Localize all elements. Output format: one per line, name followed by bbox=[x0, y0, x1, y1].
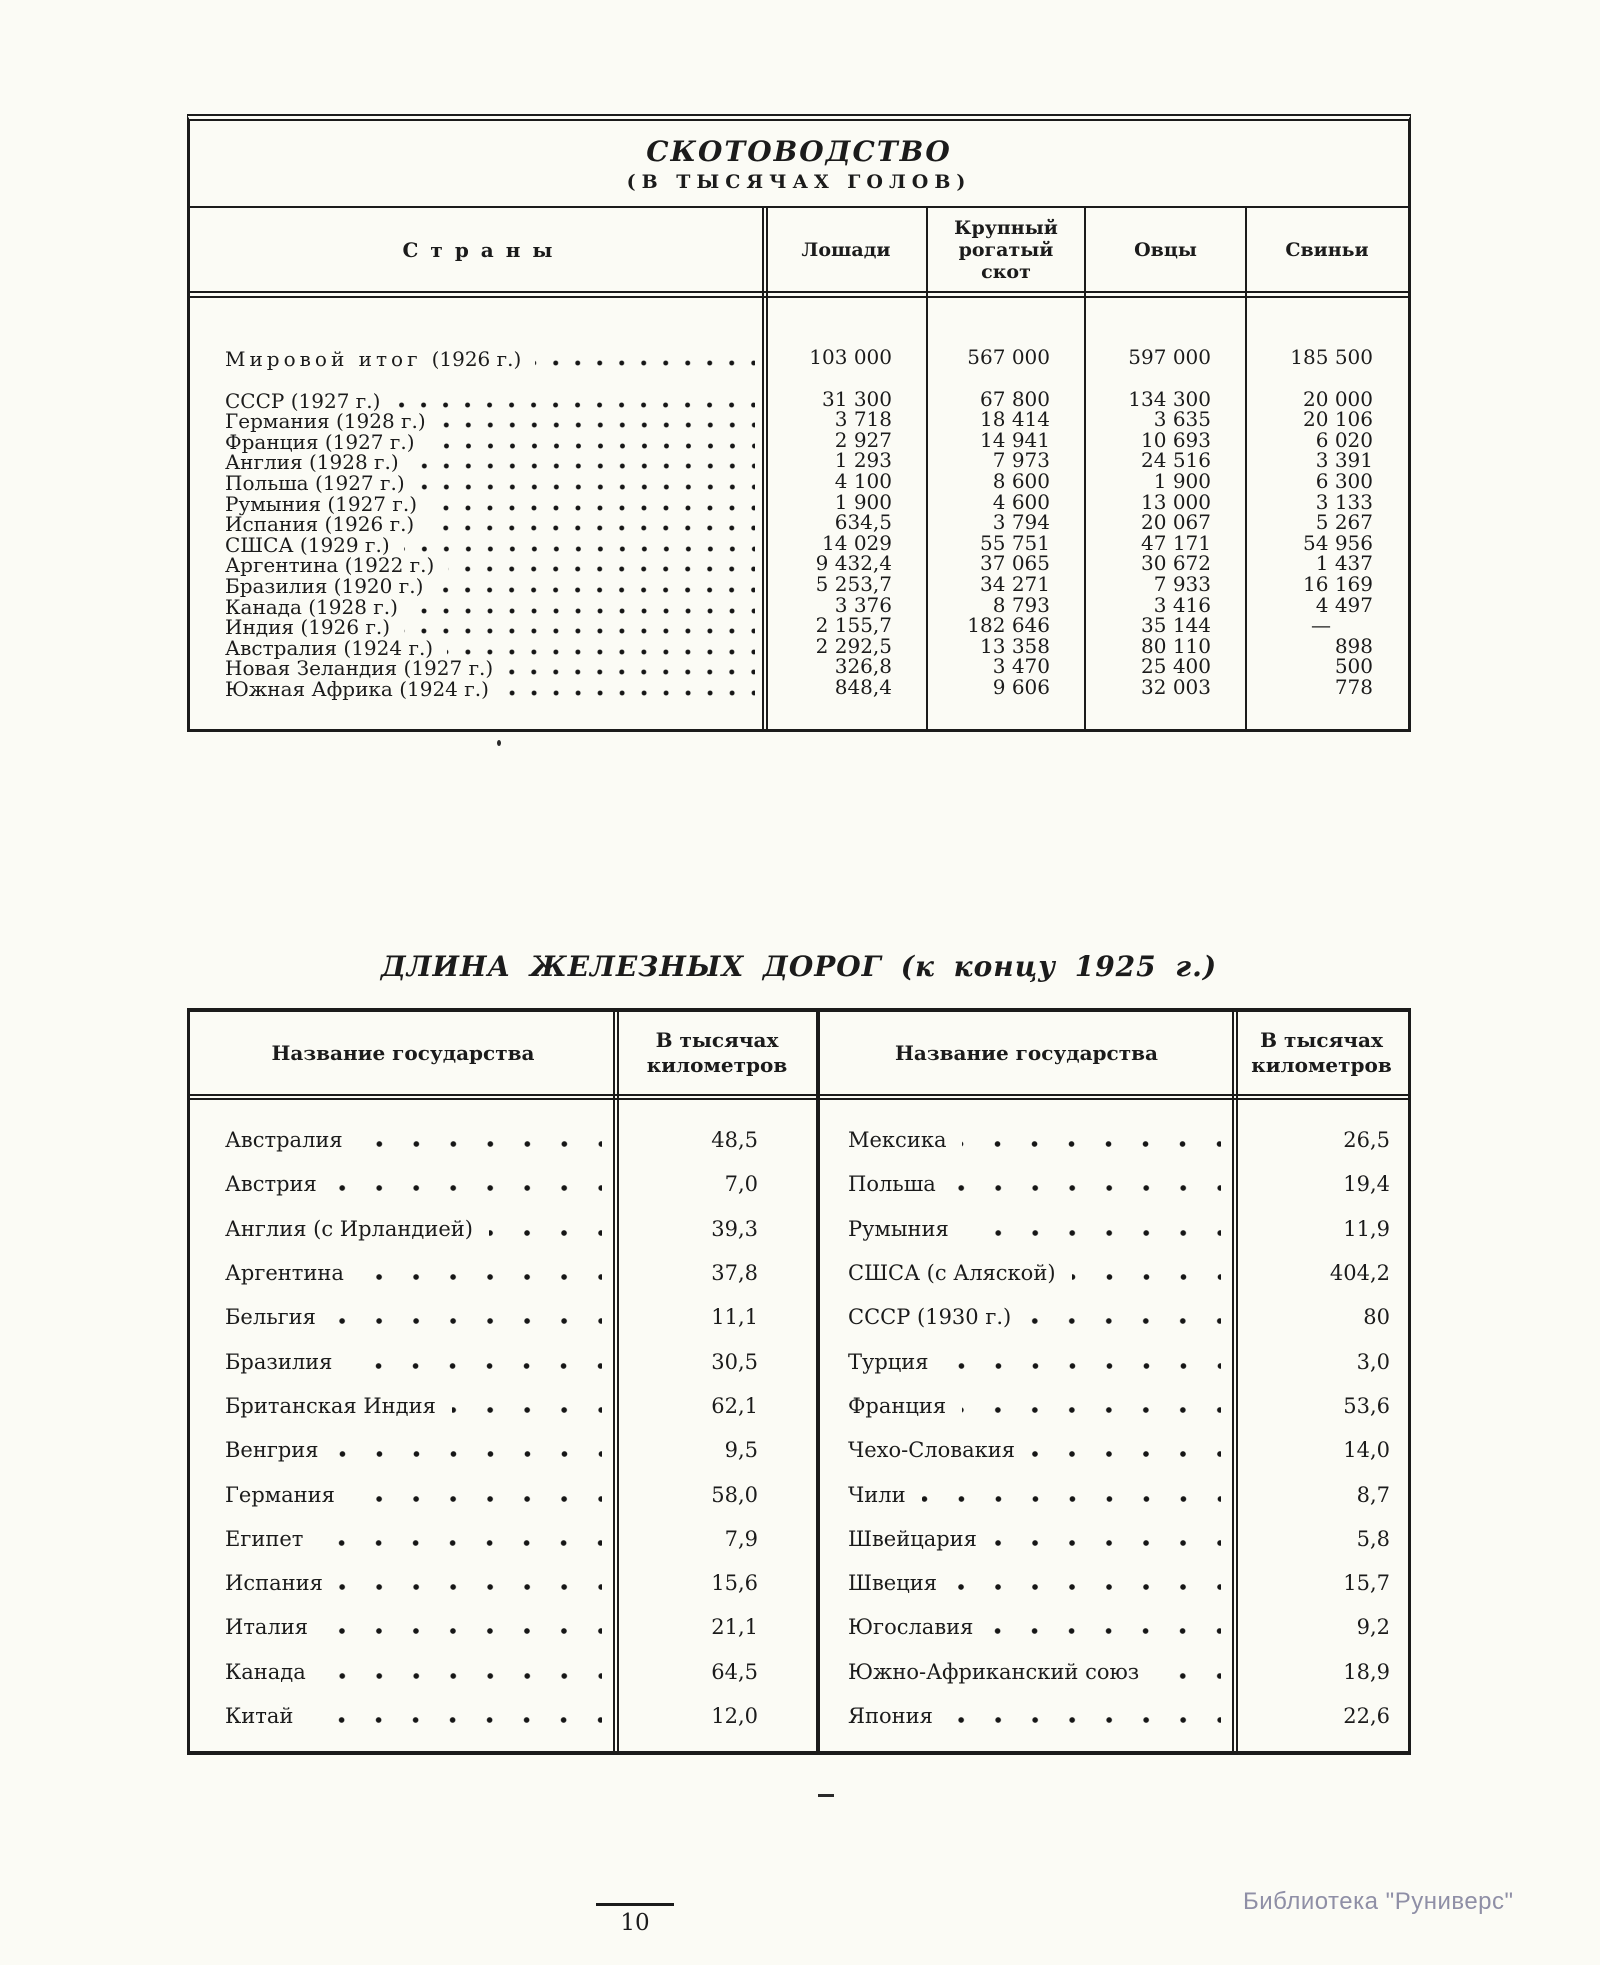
value-cell: 12,0 bbox=[711, 1704, 758, 1728]
page-number: 10 bbox=[620, 1910, 650, 1936]
column-header-countries: Страны bbox=[402, 237, 565, 262]
country-label: Австралия bbox=[225, 1128, 343, 1153]
value-cell: 3 635 bbox=[1153, 407, 1211, 432]
dot-leader bbox=[945, 1363, 1221, 1369]
table-row bbox=[190, 1561, 1408, 1605]
value-cell: 35 144 bbox=[1141, 613, 1211, 638]
livestock-table-header bbox=[190, 208, 1408, 298]
table-row bbox=[190, 1162, 1408, 1206]
value-cell: 3 133 bbox=[1315, 489, 1373, 514]
country-label: Швеция bbox=[848, 1571, 937, 1596]
value-cell: 3 718 bbox=[834, 407, 892, 432]
country-label: Аргентина bbox=[225, 1261, 344, 1286]
value-cell: 4 600 bbox=[992, 489, 1050, 514]
livestock-table-body bbox=[190, 347, 1408, 778]
table-row bbox=[190, 1118, 1408, 1162]
scan-artifact bbox=[818, 1794, 834, 1797]
value-cell: 13 358 bbox=[980, 633, 1050, 658]
value-cell: 7 933 bbox=[1153, 571, 1211, 596]
dot-leader bbox=[993, 1540, 1221, 1546]
value-cell: 185 500 bbox=[1290, 345, 1373, 369]
country-label: Франция (1927 г.) bbox=[225, 429, 415, 454]
table-row bbox=[190, 551, 1408, 578]
country-label: Чехо-Словакия bbox=[848, 1438, 1016, 1463]
table-row bbox=[190, 674, 1408, 701]
country-label: Австрия bbox=[225, 1172, 317, 1197]
dot-leader bbox=[1031, 1451, 1221, 1457]
value-cell: 1 900 bbox=[834, 489, 892, 514]
country-cell bbox=[190, 1571, 616, 1595]
value-cell: 31 300 bbox=[822, 386, 892, 411]
country-cell bbox=[190, 677, 765, 701]
value-cell: 4 497 bbox=[1315, 592, 1373, 617]
value-cell: 8 793 bbox=[992, 592, 1050, 617]
table-row bbox=[190, 1384, 1408, 1428]
table-row bbox=[190, 1295, 1408, 1339]
value-cell: 7,0 bbox=[724, 1172, 758, 1197]
country-label: Франция bbox=[848, 1393, 947, 1418]
value-cell: 8 600 bbox=[992, 468, 1050, 493]
table-row bbox=[190, 427, 1408, 454]
table-row bbox=[190, 530, 1408, 557]
table-row bbox=[190, 407, 1408, 434]
value-cell: 24 516 bbox=[1141, 448, 1211, 473]
table-row bbox=[190, 1428, 1408, 1472]
scan-artifact bbox=[497, 740, 501, 746]
dot-leader bbox=[965, 1230, 1221, 1236]
value-cell: 4 100 bbox=[834, 468, 892, 493]
country-cell bbox=[818, 1305, 1235, 1329]
value-cell: 3 794 bbox=[992, 510, 1050, 535]
dot-leader bbox=[322, 1673, 602, 1679]
value-cell: 15,6 bbox=[711, 1571, 758, 1596]
table-row bbox=[190, 1339, 1408, 1383]
country-cell bbox=[818, 1527, 1235, 1551]
value-cell: 58,0 bbox=[711, 1482, 758, 1507]
country-label: Румыния bbox=[848, 1216, 949, 1241]
dot-leader bbox=[348, 1363, 602, 1369]
value-cell: 848,4 bbox=[834, 674, 892, 699]
value-cell: 30 672 bbox=[1141, 551, 1211, 576]
value-cell: 326,8 bbox=[834, 654, 892, 679]
dot-leader bbox=[962, 1407, 1221, 1413]
country-cell bbox=[818, 1128, 1235, 1152]
value-cell: 15,7 bbox=[1343, 1571, 1390, 1596]
value-cell: 20 000 bbox=[1303, 386, 1373, 411]
value-cell: 5 267 bbox=[1315, 510, 1373, 535]
dot-leader bbox=[319, 1540, 602, 1546]
country-label: Индия (1926 г.) bbox=[225, 615, 391, 640]
dot-leader bbox=[324, 1628, 602, 1634]
country-cell bbox=[818, 1350, 1235, 1374]
value-cell: 64,5 bbox=[711, 1659, 758, 1684]
value-cell: 20 106 bbox=[1303, 407, 1373, 432]
value-cell: 13 000 bbox=[1141, 489, 1211, 514]
dot-leader bbox=[989, 1628, 1221, 1634]
value-cell: 18 414 bbox=[980, 407, 1050, 432]
dot-leader bbox=[413, 463, 755, 469]
dot-leader bbox=[412, 608, 755, 614]
country-label: Испания bbox=[225, 1571, 323, 1596]
value-cell: 6 300 bbox=[1315, 468, 1373, 493]
country-label: Польша bbox=[848, 1172, 936, 1197]
country-year-label: (1926 г.) bbox=[431, 347, 522, 371]
value-cell: 48,5 bbox=[711, 1128, 758, 1153]
dot-leader bbox=[333, 1185, 602, 1191]
value-cell: 10 693 bbox=[1141, 427, 1211, 452]
table-row bbox=[190, 1605, 1408, 1649]
country-label: Польша (1927 г.) bbox=[225, 470, 405, 495]
dot-leader bbox=[1027, 1318, 1221, 1324]
country-cell bbox=[818, 1261, 1235, 1285]
column-header-km-left: В тысячах километров bbox=[646, 1028, 788, 1077]
value-cell: 134 300 bbox=[1128, 386, 1211, 411]
dot-leader bbox=[447, 649, 755, 655]
value-cell: 34 271 bbox=[980, 571, 1050, 596]
value-cell: 9,5 bbox=[724, 1438, 758, 1463]
value-cell: 567 000 bbox=[967, 345, 1050, 369]
column-separator bbox=[1245, 208, 1247, 729]
dot-leader bbox=[489, 1230, 602, 1236]
country-cell bbox=[818, 1571, 1235, 1595]
railways-table-title: ДЛИНА ЖЕЛЕЗНЫХ ДОРОГ (к концу 1925 г.) bbox=[380, 950, 1218, 983]
page-number-block bbox=[560, 1903, 710, 1936]
country-label: Чили bbox=[848, 1482, 906, 1507]
country-cell bbox=[190, 1660, 616, 1684]
table-row bbox=[190, 1207, 1408, 1251]
column-header-state-right: Название государства bbox=[895, 1040, 1158, 1065]
value-cell: 9 432,4 bbox=[815, 551, 892, 576]
country-cell bbox=[818, 1615, 1235, 1639]
livestock-table-subtitle: (В ТЫСЯЧАХ ГОЛОВ) bbox=[626, 171, 972, 193]
dot-leader bbox=[332, 1318, 602, 1324]
value-cell: 500 bbox=[1334, 654, 1373, 679]
world-total-row bbox=[190, 345, 1408, 371]
country-cell bbox=[190, 347, 765, 371]
country-label: СССР (1927 г.) bbox=[225, 388, 381, 413]
dot-leader bbox=[431, 505, 755, 511]
value-cell: 11,9 bbox=[1343, 1216, 1390, 1241]
table-halves-separator bbox=[816, 1012, 820, 1751]
dot-leader bbox=[1155, 1673, 1221, 1679]
value-cell: 21,1 bbox=[711, 1615, 758, 1640]
value-cell: 54 956 bbox=[1303, 530, 1373, 555]
table-row bbox=[190, 654, 1408, 681]
country-cell bbox=[190, 1305, 616, 1329]
column-header-km-right: В тысячах километров bbox=[1251, 1028, 1392, 1077]
dot-leader bbox=[339, 1584, 602, 1590]
column-header-pigs: Свиньи bbox=[1285, 238, 1369, 261]
dot-leader bbox=[448, 566, 755, 572]
country-cell bbox=[190, 1217, 616, 1241]
table-row bbox=[190, 489, 1408, 516]
table-row bbox=[190, 468, 1408, 495]
table-row bbox=[190, 1694, 1408, 1738]
country-label: Турция bbox=[848, 1349, 929, 1374]
country-label: Канада bbox=[225, 1659, 306, 1684]
country-cell bbox=[818, 1660, 1235, 1684]
value-cell: 22,6 bbox=[1343, 1704, 1390, 1728]
country-cell bbox=[190, 1350, 616, 1374]
country-cell bbox=[190, 1483, 616, 1507]
country-cell bbox=[818, 1172, 1235, 1196]
country-cell bbox=[818, 1483, 1235, 1507]
livestock-table-title: СКОТОВОДСТВО bbox=[646, 135, 952, 168]
country-label: Канада (1928 г.) bbox=[225, 594, 398, 619]
value-cell: 5 253,7 bbox=[815, 571, 892, 596]
value-cell: 103 000 bbox=[809, 345, 892, 369]
country-label: СШСА (с Аляской) bbox=[848, 1261, 1056, 1286]
dot-leader bbox=[437, 587, 755, 593]
country-cell bbox=[190, 1438, 616, 1462]
dot-leader bbox=[962, 1141, 1221, 1147]
dot-leader bbox=[507, 669, 755, 675]
dot-leader bbox=[440, 422, 755, 428]
value-cell: 3 470 bbox=[992, 654, 1050, 679]
column-separator bbox=[926, 208, 928, 729]
value-cell: 18,9 bbox=[1343, 1659, 1390, 1684]
country-cell bbox=[190, 1615, 616, 1639]
country-label: Югославия bbox=[848, 1615, 974, 1640]
country-cell bbox=[818, 1704, 1235, 1728]
livestock-table bbox=[187, 114, 1411, 732]
country-cell bbox=[818, 1438, 1235, 1462]
value-cell: 3 391 bbox=[1315, 448, 1373, 473]
country-label: Германия (1928 г.) bbox=[225, 409, 426, 434]
dot-leader bbox=[428, 525, 755, 531]
value-cell: 6 020 bbox=[1315, 427, 1373, 452]
value-cell: 39,3 bbox=[711, 1216, 758, 1241]
value-cell: 8,7 bbox=[1356, 1482, 1390, 1507]
dot-leader bbox=[351, 1496, 602, 1502]
value-cell: 7 973 bbox=[992, 448, 1050, 473]
library-watermark: Библиотека "Руниверс" bbox=[1243, 1888, 1514, 1915]
table-row bbox=[190, 613, 1408, 640]
value-cell: 778 bbox=[1334, 674, 1373, 699]
page-number-rule bbox=[596, 1903, 674, 1906]
country-cell bbox=[190, 1394, 616, 1418]
value-cell: 7,9 bbox=[724, 1526, 758, 1551]
table-row bbox=[190, 633, 1408, 660]
table-row bbox=[190, 1650, 1408, 1694]
country-cell bbox=[818, 1394, 1235, 1418]
value-cell: 9 606 bbox=[992, 674, 1050, 699]
value-cell: 1 293 bbox=[834, 448, 892, 473]
table-row bbox=[190, 1517, 1408, 1561]
value-cell: 14 029 bbox=[822, 530, 892, 555]
dot-leader bbox=[404, 546, 755, 552]
country-label: Венгрия bbox=[225, 1438, 319, 1463]
value-cell: 2 927 bbox=[834, 427, 892, 452]
table-row bbox=[190, 571, 1408, 598]
country-label: Южно-Африканский союз bbox=[848, 1659, 1140, 1684]
value-cell: 62,1 bbox=[711, 1393, 758, 1418]
country-label: Новая Зеландия (1927 г.) bbox=[225, 656, 494, 681]
country-label: Румыния (1927 г.) bbox=[225, 491, 418, 516]
value-cell: 3 376 bbox=[834, 592, 892, 617]
table-row bbox=[190, 1472, 1408, 1516]
value-cell: 2 292,5 bbox=[815, 633, 892, 658]
table-row bbox=[190, 510, 1408, 537]
value-cell: 14 941 bbox=[980, 427, 1050, 452]
value-cell: 53,6 bbox=[1343, 1393, 1390, 1418]
country-label: Британская Индия bbox=[225, 1393, 436, 1418]
value-cell: 20 067 bbox=[1141, 510, 1211, 535]
column-header-sheep: Овцы bbox=[1134, 238, 1197, 261]
value-cell: 5,8 bbox=[1356, 1526, 1390, 1551]
country-cell bbox=[190, 1704, 616, 1728]
country-cell bbox=[190, 1128, 616, 1152]
value-cell: 182 646 bbox=[967, 613, 1050, 638]
dot-leader bbox=[535, 360, 755, 366]
value-cell: 47 171 bbox=[1141, 530, 1211, 555]
table-row bbox=[190, 386, 1408, 413]
value-cell: 597 000 bbox=[1128, 345, 1211, 369]
value-cell: 3,0 bbox=[1356, 1349, 1390, 1374]
value-cell: 11,1 bbox=[711, 1305, 758, 1330]
dot-leader bbox=[452, 1407, 602, 1413]
table-row bbox=[190, 1251, 1408, 1295]
country-label: Япония bbox=[848, 1704, 933, 1728]
value-cell: 19,4 bbox=[1343, 1172, 1390, 1197]
value-cell: 30,5 bbox=[711, 1349, 758, 1374]
value-cell: 2 155,7 bbox=[815, 613, 892, 638]
value-cell: 25 400 bbox=[1141, 654, 1211, 679]
livestock-table-title-box bbox=[190, 121, 1408, 208]
value-cell: 1 900 bbox=[1153, 468, 1211, 493]
dot-leader bbox=[503, 690, 755, 696]
value-cell: 80 110 bbox=[1141, 633, 1211, 658]
column-separator-double bbox=[762, 208, 768, 729]
column-header-state-left: Название государства bbox=[271, 1040, 535, 1065]
country-label: Швейцария bbox=[848, 1526, 977, 1551]
column-header-cattle: Крупный рогатый скот bbox=[954, 216, 1058, 283]
country-label: Германия bbox=[225, 1482, 335, 1507]
column-separator bbox=[1084, 208, 1086, 729]
railways-table bbox=[187, 1008, 1411, 1755]
value-cell: 14,0 bbox=[1343, 1438, 1390, 1463]
country-cell bbox=[190, 1172, 616, 1196]
country-cell bbox=[190, 1527, 616, 1551]
dot-leader bbox=[953, 1584, 1221, 1590]
country-label: Бразилия (1920 г.) bbox=[225, 573, 424, 598]
railways-table-title-box bbox=[187, 950, 1411, 983]
country-label: СШСА (1929 г.) bbox=[225, 532, 390, 557]
country-label: Италия bbox=[225, 1615, 309, 1640]
value-cell: 9,2 bbox=[1356, 1615, 1390, 1640]
dot-leader bbox=[404, 628, 755, 634]
dot-leader bbox=[1072, 1274, 1221, 1280]
country-cell bbox=[190, 1261, 616, 1285]
dot-leader bbox=[952, 1185, 1221, 1191]
value-cell: 3 416 bbox=[1153, 592, 1211, 617]
value-cell: 16 169 bbox=[1303, 571, 1373, 596]
country-label: Бельгия bbox=[225, 1305, 316, 1330]
dot-leader bbox=[429, 443, 755, 449]
value-cell: — bbox=[1311, 613, 1331, 638]
dot-leader bbox=[360, 1274, 602, 1280]
country-cell bbox=[818, 1217, 1235, 1241]
country-label: Египет bbox=[225, 1526, 304, 1551]
value-cell: 37 065 bbox=[980, 551, 1050, 576]
value-cell: 32 003 bbox=[1141, 674, 1211, 699]
column-header-horses: Лошади bbox=[801, 238, 891, 261]
dot-leader bbox=[949, 1717, 1221, 1723]
value-cell: 67 800 bbox=[980, 386, 1050, 411]
country-label: Испания (1926 г.) bbox=[225, 512, 415, 537]
column-separator-double bbox=[613, 1012, 619, 1751]
value-cell: 898 bbox=[1334, 633, 1373, 658]
value-cell: 404,2 bbox=[1329, 1261, 1390, 1286]
dot-leader bbox=[359, 1141, 602, 1147]
dot-leader bbox=[394, 402, 755, 408]
dot-leader bbox=[309, 1717, 602, 1723]
table-row bbox=[190, 448, 1408, 475]
railways-table-body bbox=[190, 1100, 1408, 1752]
dot-leader bbox=[419, 484, 755, 490]
country-label: СССР (1930 г.) bbox=[848, 1305, 1012, 1330]
country-label: Мировой итог bbox=[225, 347, 422, 371]
column-separator-double bbox=[1232, 1012, 1238, 1751]
value-cell: 26,5 bbox=[1343, 1128, 1390, 1153]
value-cell: 80 bbox=[1363, 1305, 1390, 1330]
dot-leader bbox=[335, 1451, 602, 1457]
table-row bbox=[190, 592, 1408, 619]
country-label: Южная Африка (1924 г.) bbox=[225, 676, 489, 701]
dot-leader bbox=[922, 1496, 1221, 1502]
country-label: Англия (1928 г.) bbox=[225, 450, 399, 475]
country-label: Китай bbox=[225, 1704, 294, 1728]
country-label: Бразилия bbox=[225, 1349, 333, 1374]
value-cell: 634,5 bbox=[834, 510, 892, 535]
country-label: Англия (с Ирландией) bbox=[225, 1216, 473, 1241]
railways-table-header bbox=[190, 1012, 1408, 1100]
value-cell: 55 751 bbox=[980, 530, 1050, 555]
country-label: Австралия (1924 г.) bbox=[225, 635, 434, 660]
value-cell: 37,8 bbox=[711, 1261, 758, 1286]
country-label: Мексика bbox=[848, 1128, 947, 1153]
country-label: Аргентина (1922 г.) bbox=[225, 553, 435, 578]
value-cell: 1 437 bbox=[1315, 551, 1373, 576]
